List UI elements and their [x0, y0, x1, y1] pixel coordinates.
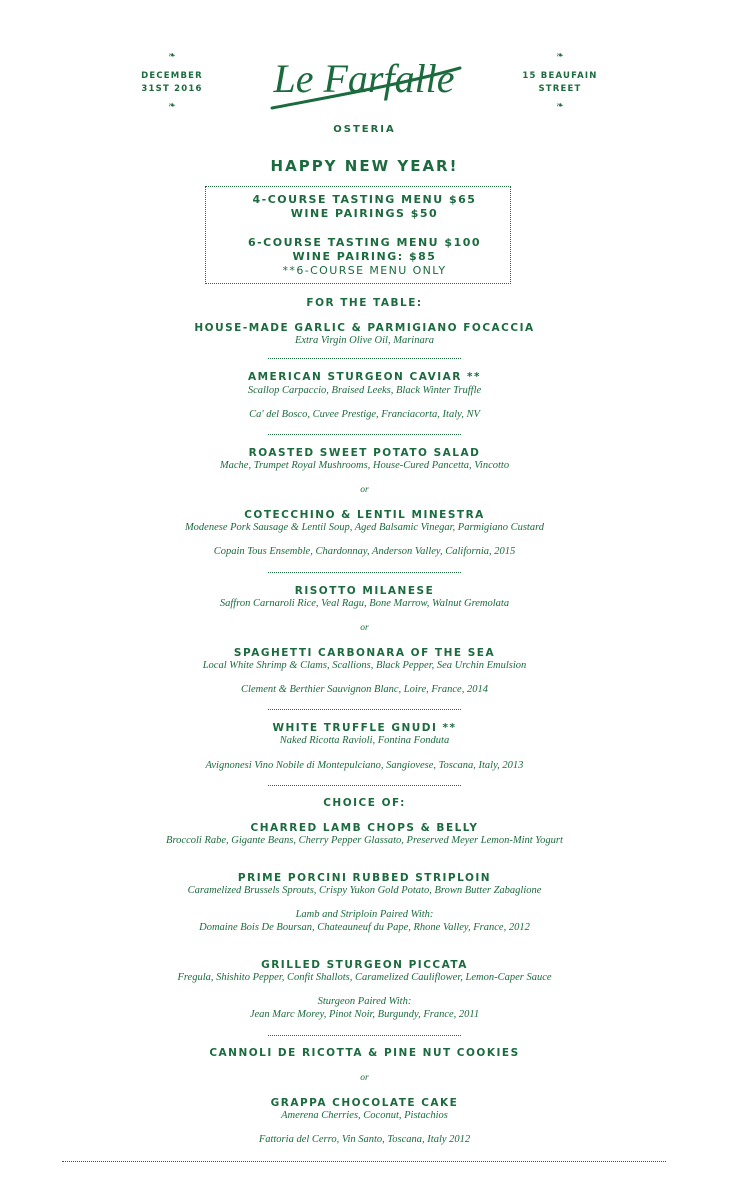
salad-description: Mache, Trumpet Royal Mushrooms, House-Cured Pancetta, Vincotto: [219, 460, 510, 471]
or-separator-1: or: [360, 485, 369, 495]
striploin-description: Caramelized Brussels Sprouts, Crispy Yukon Gold Potato, Brown Butter Zabaglione: [187, 885, 542, 896]
focaccia-description: Extra Virgin Olive Oil, Marinara: [294, 335, 435, 346]
date-line-2: 31ST 2016: [141, 84, 203, 94]
spaghetti-title: SPAGHETTI CARBONARA OF THE SEA: [233, 647, 496, 659]
pricing-line-5: **6-COURSE MENU ONLY: [282, 264, 447, 277]
divider-1: [268, 358, 461, 359]
pricing-line-4: WINE PAIRING: $85: [292, 250, 437, 263]
piccata-description: Fregula, Shishito Pepper, Confit Shallots, Caramelized Cauliflower, Lemon-Caper Sauce: [177, 972, 552, 983]
bottom-divider: [62, 1161, 666, 1162]
date-block: [130, 70, 214, 96]
date-line-1: DECEMBER: [141, 71, 203, 81]
spaghetti-wine: Clement & Berthier Sauvignon Blanc, Loire, France, 2014: [241, 684, 488, 695]
or-separator-3: or: [360, 1073, 369, 1083]
focaccia-title: HOUSE-MADE GARLIC & PARMIGIANO FOCACCIA: [194, 322, 535, 334]
striploin-title: PRIME PORCINI RUBBED STRIPLOIN: [237, 872, 492, 884]
address-line-2: STREET: [538, 84, 582, 94]
osteria-subtitle: OSTERIA: [333, 124, 396, 135]
divider-6: [268, 1035, 461, 1036]
piccata-pairing-label: Sturgeon Paired With:: [317, 996, 412, 1007]
or-separator-2: or: [360, 623, 369, 633]
piccata-pairing-wine: Jean Marc Morey, Pinot Noir, Burgundy, France, 2011: [249, 1009, 480, 1020]
risotto-description: Saffron Carnaroli Rice, Veal Ragu, Bone Marrow, Walnut Gremolata: [219, 598, 510, 609]
pricing-line-3: 6-COURSE TASTING MENU $100: [247, 236, 482, 249]
address-line-1: 15 BEAUFAIN: [522, 71, 598, 81]
gnudi-description: Naked Ricotta Ravioli, Fontina Fonduta: [279, 735, 450, 746]
spaghetti-description: Local White Shrimp & Clams, Scallions, Black Pepper, Sea Urchin Emulsion: [202, 660, 527, 671]
caviar-title: AMERICAN STURGEON CAVIAR **: [247, 371, 481, 383]
lamb-description: Broccoli Rabe, Gigante Beans, Cherry Pepper Glassato, Preserved Meyer Lemon-Mint Yogurt: [166, 835, 563, 846]
pricing-line-1: 4-COURSE TASTING MENU $65: [252, 193, 477, 206]
striploin-pairing-label: Lamb and Striploin Paired With:: [295, 909, 434, 920]
minestra-description: Modenese Pork Sausage & Lentil Soup, Aged Balsamic Vinegar, Parmigiano Custard: [184, 522, 545, 533]
divider-4: [268, 709, 461, 710]
minestra-title: COTECCHINO & LENTIL MINESTRA: [244, 509, 485, 521]
striploin-pairing-wine: Domaine Bois De Boursan, Chateauneuf du Pape, Rhone Valley, France, 2012: [199, 922, 530, 933]
cake-title: GRAPPA CHOCOLATE CAKE: [270, 1097, 459, 1109]
divider-3: [268, 572, 461, 573]
pricing-line-2: WINE PAIRINGS $50: [290, 207, 439, 220]
ornament-bottom-right-icon: ❧: [556, 100, 564, 110]
for-the-table-heading: FOR THE TABLE:: [306, 297, 423, 309]
salad-title: ROASTED SWEET POTATO SALAD: [248, 447, 481, 459]
ornament-top-right-icon: ❧: [556, 50, 564, 60]
risotto-title: RISOTTO MILANESE: [294, 585, 435, 597]
choice-of-heading: CHOICE OF:: [323, 797, 406, 809]
caviar-description: Scallop Carpaccio, Braised Leeks, Black Winter Truffle: [247, 385, 482, 396]
lamb-title: CHARRED LAMB CHOPS & BELLY: [250, 822, 479, 834]
le-farfalle-logo: [264, 40, 464, 120]
ornament-bottom-left-icon: ❧: [168, 100, 176, 110]
happy-new-year-headline: HAPPY NEW YEAR!: [270, 157, 459, 175]
gnudi-title: WHITE TRUFFLE GNUDI **: [272, 722, 457, 734]
minestra-wine: Copain Tous Ensemble, Chardonnay, Anderson Valley, California, 2015: [213, 546, 516, 557]
divider-2: [268, 434, 461, 435]
ornament-top-left-icon: ❧: [168, 50, 176, 60]
logo-text: Le Farfalle: [273, 56, 455, 101]
piccata-title: GRILLED STURGEON PICCATA: [261, 959, 468, 971]
gnudi-wine: Avignonesi Vino Nobile di Montepulciano, Sangiovese, Toscana, Italy, 2013: [205, 760, 524, 771]
cannoli-title: CANNOLI DE RICOTTA & PINE NUT COOKIES: [209, 1047, 520, 1059]
caviar-wine: Ca' del Bosco, Cuvee Prestige, Franciacorta, Italy, NV: [249, 409, 480, 420]
cake-wine: Fattoria del Cerro, Vin Santo, Toscana, Italy 2012: [258, 1134, 471, 1145]
cake-description: Amerena Cherries, Coconut, Pistachios: [281, 1110, 448, 1121]
address-block: [518, 70, 602, 96]
divider-5: [268, 785, 461, 786]
